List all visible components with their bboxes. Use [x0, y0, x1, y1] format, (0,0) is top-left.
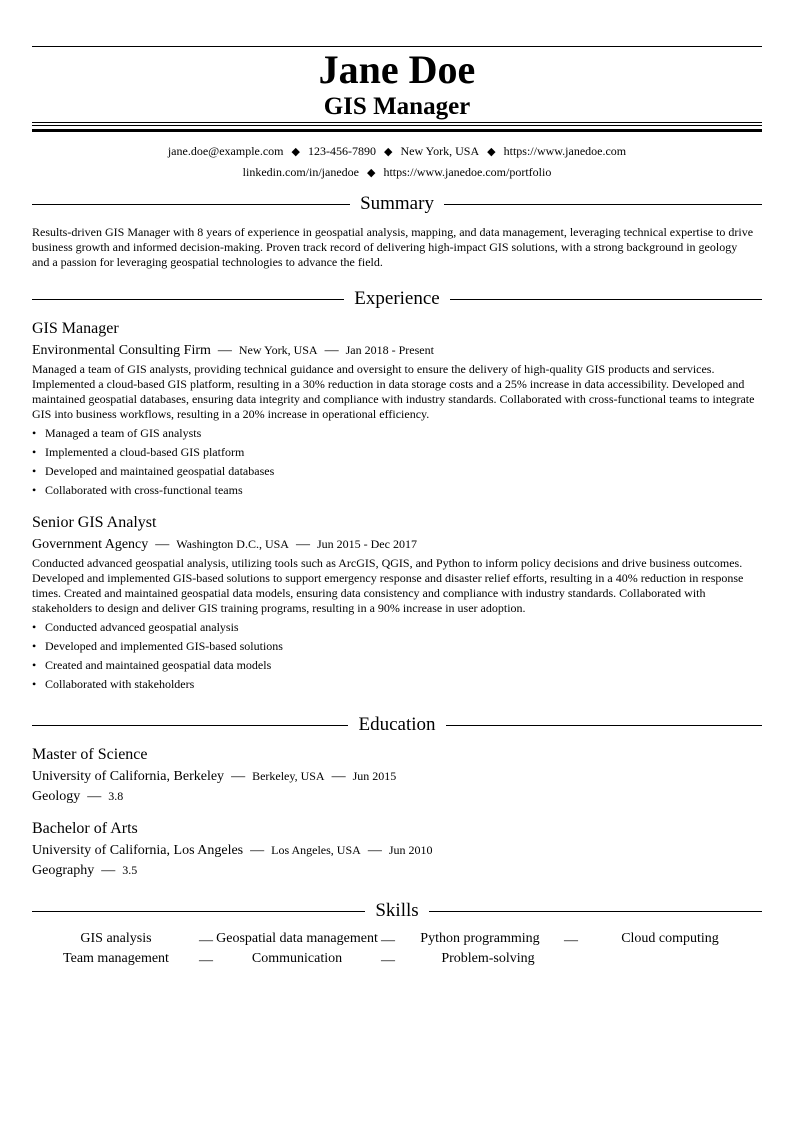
job-title: GIS Manager: [32, 320, 119, 337]
contact-linkedin[interactable]: linkedin.com/in/janedoe: [242, 165, 359, 179]
degree-field-line: [32, 787, 123, 806]
degree-field: Geography: [32, 863, 95, 878]
skill-item: Problem-solving: [441, 951, 535, 966]
diamond-icon: ◆: [366, 167, 376, 179]
bullet-icon: •: [32, 639, 37, 653]
divider: [446, 725, 762, 726]
bullet-icon: •: [32, 426, 37, 440]
contact-portfolio[interactable]: https://www.janedoe.com/portfolio: [383, 165, 552, 179]
dash-separator: —: [101, 863, 116, 878]
dash-separator: —: [381, 953, 395, 968]
job-location: Washington D.C., USA: [176, 537, 289, 551]
list-item: • Collaborated with stakeholders: [32, 675, 283, 694]
job-company: Government Agency: [32, 537, 149, 552]
summary-text: Results-driven GIS Manager with 8 years of experience in geospatial analysis, mapping, and data management, leveraging technical expertise to drive business growth and informed decision-making. Proven track record of delivering high-impact GIS solutions, with a strong background in geology and a passion for leveraging geospatial technologies to advance the field.: [32, 225, 754, 269]
divider: [444, 204, 762, 205]
contact-email[interactable]: jane.doe@example.com: [167, 144, 284, 158]
diamond-icon: ◆: [291, 146, 300, 158]
list-item: • Created and maintained geospatial data models: [32, 656, 283, 675]
education-heading: [32, 713, 762, 737]
dash-separator: —: [324, 343, 339, 358]
skill-item: Communication: [251, 951, 343, 966]
degree-gpa: 3.5: [122, 863, 138, 877]
list-item: • Conducted advanced geospatial analysis: [32, 618, 283, 637]
skills-heading-label: Skills: [375, 900, 419, 921]
skill-item: Team management: [63, 951, 169, 966]
divider: [32, 911, 365, 912]
skill-item: GIS analysis: [80, 931, 152, 946]
bullet-icon: •: [32, 445, 37, 459]
contact-phone[interactable]: 123-456-7890: [307, 144, 376, 158]
divider: [32, 299, 344, 300]
job-dates: Jan 2018 - Present: [345, 343, 434, 357]
graduation-date: Jun 2010: [388, 843, 433, 857]
dash-separator: —: [199, 953, 213, 968]
degree-field: Geology: [32, 789, 81, 804]
skills-grid: [32, 929, 762, 969]
graduation-date: Jun 2015: [352, 769, 397, 783]
school-name: University of California, Berkeley: [32, 769, 225, 784]
summary-heading: [32, 192, 762, 216]
job-meta: [32, 535, 417, 554]
list-item: • Developed and implemented GIS-based solutions: [32, 637, 283, 656]
dash-separator: —: [217, 343, 232, 358]
dash-separator: —: [295, 537, 310, 552]
divider: [32, 725, 348, 726]
contact-website[interactable]: https://www.janedoe.com: [503, 144, 627, 158]
divider: [32, 204, 350, 205]
dash-separator: —: [87, 789, 102, 804]
education-heading-label: Education: [358, 714, 436, 735]
job-description: Managed a team of GIS analysts, providing technical guidance and oversight to ensure the delivery of high-quality GIS products and services. Implemented a cloud-based GIS platform, resulting in a 30% reduction in data storage costs and a 25% increase in data accessibility. Developed and maintained geospatial databases, ensuring data integrity and compliance with industry standards. Collaborated with cross-functional teams to integrate GIS into business workflows, resulting in a 20% increase in operational efficiency.: [32, 362, 755, 421]
job-description: Conducted advanced geospatial analysis, utilizing tools such as ArcGIS, QGIS, and Python to inform policy decisions and drive business outcomes. Developed and implemented GIS-based solutions to support emergency response and disaster relief efforts, resulting in a 40% reduction in response times. Created and maintained geospatial data models, ensuring data consistency and compliance with industry standards. Collaborated with stakeholders to design and deliver GIS training programs, resulting in a 90% increase in user adoption.: [32, 556, 744, 615]
header-rule-3: [32, 129, 762, 132]
contact-location: New York, USA: [400, 144, 480, 158]
experience-heading-label: Experience: [354, 288, 440, 309]
skill-item: Geospatial data management: [216, 931, 378, 946]
dash-separator: —: [331, 769, 346, 784]
dash-separator: —: [367, 843, 382, 858]
dash-separator: —: [381, 933, 395, 948]
header-rule-2: [32, 125, 762, 126]
school-location: Berkeley, USA: [252, 769, 325, 783]
contact-line-2: [32, 164, 762, 181]
bullet-icon: •: [32, 677, 37, 691]
job-bullets: [32, 618, 283, 694]
skill-item: Cloud computing: [621, 931, 719, 946]
candidate-name: Jane Doe: [318, 47, 476, 92]
list-item: • Collaborated with cross-functional teams: [32, 481, 274, 500]
job-location: New York, USA: [238, 343, 318, 357]
job-meta: [32, 341, 434, 360]
job-bullets: [32, 424, 274, 500]
degree-meta: [32, 767, 396, 786]
dash-separator: —: [199, 933, 213, 948]
list-item: • Implemented a cloud-based GIS platform: [32, 443, 274, 462]
degree-field-line: [32, 861, 137, 880]
job-dates: Jun 2015 - Dec 2017: [316, 537, 417, 551]
list-item: • Managed a team of GIS analysts: [32, 424, 274, 443]
bullet-icon: •: [32, 464, 37, 478]
contact-line-1: [32, 143, 762, 160]
degree-title: Master of Science: [32, 746, 148, 763]
skills-row: [32, 929, 762, 949]
skill-item: Python programming: [420, 931, 540, 946]
school-name: University of California, Los Angeles: [32, 843, 244, 858]
dash-separator: —: [231, 769, 246, 784]
experience-heading: [32, 287, 762, 311]
bullet-icon: •: [32, 620, 37, 634]
bullet-icon: •: [32, 658, 37, 672]
divider: [429, 911, 762, 912]
divider: [450, 299, 762, 300]
degree-gpa: 3.8: [108, 789, 124, 803]
diamond-icon: ◆: [487, 146, 496, 158]
diamond-icon: ◆: [383, 146, 393, 158]
dash-separator: —: [250, 843, 265, 858]
school-location: Los Angeles, USA: [271, 843, 361, 857]
summary-heading-label: Summary: [360, 193, 434, 214]
list-item: • Developed and maintained geospatial databases: [32, 462, 274, 481]
dash-separator: —: [564, 933, 578, 948]
bullet-icon: •: [32, 483, 37, 497]
degree-meta: [32, 841, 432, 860]
skills-heading: [32, 899, 762, 923]
dash-separator: —: [155, 537, 170, 552]
header-rule-1: [32, 122, 762, 123]
job-title: Senior GIS Analyst: [32, 514, 157, 531]
degree-title: Bachelor of Arts: [32, 820, 138, 837]
skills-row: [32, 949, 762, 969]
candidate-title: GIS Manager: [323, 93, 471, 120]
job-company: Environmental Consulting Firm: [32, 343, 211, 358]
